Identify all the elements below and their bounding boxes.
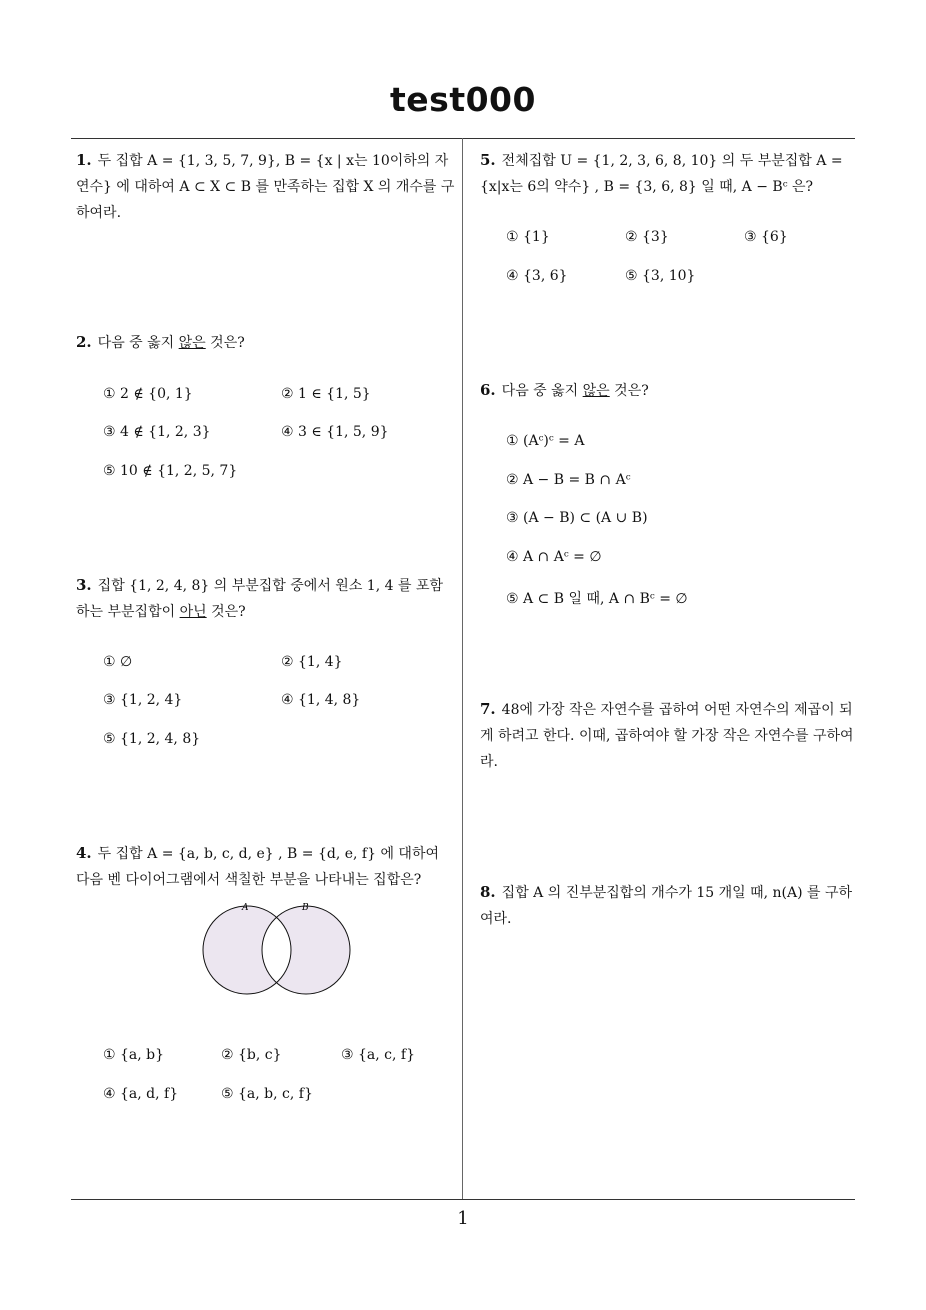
question-emphasis: 않은: [582, 383, 610, 399]
top-rule: [71, 138, 855, 139]
option-2[interactable]: ② {1, 4}: [281, 654, 343, 670]
question-text: 전체집합 U = {1, 2, 3, 6, 8, 10} 의 두 부분집합 A = {x|x는 6의 약수} , B = {3, 6, 8} 일 때, A − Bᶜ 은?: [480, 153, 843, 195]
question-emphasis: 않은: [178, 335, 206, 351]
option-3[interactable]: ③ {1, 2, 4}: [103, 692, 183, 708]
option-4[interactable]: ④ {3, 6}: [506, 268, 568, 284]
option-3[interactable]: ③ 4 ∉ {1, 2, 3}: [103, 424, 211, 440]
option-2[interactable]: ② {b, c}: [221, 1047, 282, 1063]
option-1[interactable]: ① {a, b}: [103, 1047, 165, 1063]
question-number: 8.: [480, 883, 496, 901]
option-4[interactable]: ④ A ∩ Aᶜ = ∅: [506, 549, 602, 565]
question-4: [76, 840, 456, 893]
question-2: [76, 329, 456, 356]
page-title: test000: [390, 80, 536, 119]
question-emphasis: 아닌: [179, 604, 207, 620]
option-3[interactable]: ③ (A − B) ⊂ (A ∪ B): [506, 510, 648, 526]
question-text: 집합 A 의 진부분집합의 개수가 15 개일 때, n(A) 를 구하여라.: [480, 885, 853, 927]
question-text: 두 집합 A = {a, b, c, d, e} , B = {d, e, f} 에 대하여 다음 벤 다이어그램에서 색칠한 부분을 나타내는 집합은?: [76, 846, 440, 888]
bottom-rule: [71, 1199, 855, 1200]
option-1[interactable]: ① ∅: [103, 654, 133, 670]
question-number: 7.: [480, 700, 496, 718]
venn-label-b: B: [302, 903, 309, 913]
question-number: 1.: [76, 151, 92, 169]
page-number: 1: [457, 1208, 469, 1229]
question-text: 두 집합 A = {1, 3, 5, 7, 9}, B = {x | x는 10이하의 자연수} 에 대하여 A ⊂ X ⊂ B 를 만족하는 집합 X 의 개수를 구하여라.: [76, 153, 455, 221]
column-divider: [462, 138, 463, 1199]
option-5[interactable]: ⑤ A ⊂ B 일 때, A ∩ Bᶜ = ∅: [506, 591, 688, 607]
option-1[interactable]: ① {1}: [506, 229, 550, 245]
option-1[interactable]: ① 2 ∉ {0, 1}: [103, 386, 193, 402]
option-5[interactable]: ⑤ 10 ∉ {1, 2, 5, 7}: [103, 463, 238, 479]
option-4[interactable]: ④ {a, d, f}: [103, 1086, 179, 1102]
option-3[interactable]: ③ {a, c, f}: [341, 1047, 415, 1063]
question-number: 4.: [76, 844, 92, 862]
question-1: [76, 147, 456, 226]
option-2[interactable]: ② {3}: [625, 229, 669, 245]
option-4[interactable]: ④ {1, 4, 8}: [281, 692, 361, 708]
question-text-end: 것은?: [206, 604, 246, 620]
option-5[interactable]: ⑤ {1, 2, 4, 8}: [103, 731, 201, 747]
option-5[interactable]: ⑤ {3, 10}: [625, 268, 696, 284]
question-text-end: 것은?: [609, 383, 649, 399]
question-number: 6.: [480, 381, 496, 399]
question-7: [480, 696, 860, 775]
question-number: 2.: [76, 333, 92, 351]
option-4[interactable]: ④ 3 ∈ {1, 5, 9}: [281, 424, 389, 440]
question-number: 5.: [480, 151, 496, 169]
venn-diagram: [195, 900, 357, 1002]
question-5: [480, 147, 860, 200]
question-text: 48에 가장 작은 자연수를 곱하여 어떤 자연수의 제곱이 되게 하려고 한다. 이때, 곱하여야 할 가장 작은 자연수를 구하여라.: [480, 702, 854, 770]
option-2[interactable]: ② A − B = B ∩ Aᶜ: [506, 472, 631, 488]
question-text: 집합 {1, 2, 4, 8} 의 부분집합 중에서 원소 1, 4 를 포함하는 부분집합이: [76, 578, 443, 620]
question-8: [480, 879, 860, 932]
question-text: 다음 중 옳지: [501, 383, 583, 399]
question-6: [480, 377, 860, 404]
option-5[interactable]: ⑤ {a, b, c, f}: [221, 1086, 313, 1102]
question-number: 3.: [76, 576, 92, 594]
question-text-end: 것은?: [205, 335, 245, 351]
option-3[interactable]: ③ {6}: [744, 229, 788, 245]
question-3: [76, 572, 456, 625]
option-1[interactable]: ① (Aᶜ)ᶜ = A: [506, 433, 585, 449]
venn-label-a: A: [242, 903, 249, 913]
question-text: 다음 중 옳지: [97, 335, 179, 351]
option-2[interactable]: ② 1 ∈ {1, 5}: [281, 386, 371, 402]
